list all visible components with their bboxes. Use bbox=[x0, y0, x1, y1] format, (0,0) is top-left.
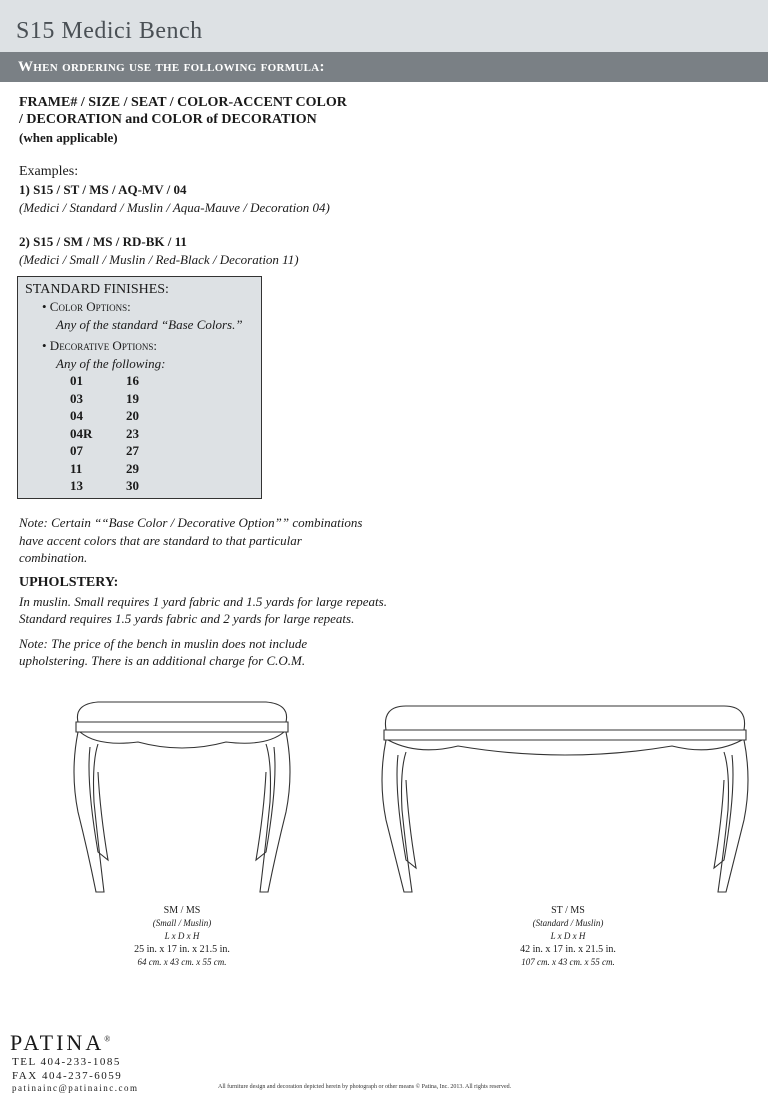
color-options-text: Any of the standard “Base Colors.” bbox=[56, 317, 243, 332]
formula-line-3: (when applicable) bbox=[19, 130, 118, 145]
decoration-code: 04 bbox=[70, 408, 83, 423]
fax: FAX 404-237-6059 bbox=[12, 1070, 123, 1082]
decoration-code: 16 bbox=[126, 373, 139, 388]
examples-label: Examples: bbox=[19, 164, 79, 179]
decoration-code: 13 bbox=[70, 478, 83, 493]
decoration-code: 23 bbox=[126, 425, 139, 441]
decoration-row bbox=[70, 426, 139, 444]
small-bench-drawing bbox=[68, 692, 296, 898]
decoration-code: 03 bbox=[70, 390, 83, 406]
product-code: ST / MS bbox=[551, 905, 585, 916]
decoration-code: 30 bbox=[126, 478, 139, 493]
example-2-code: 2) S15 / SM / MS / RD-BK / 11 bbox=[19, 234, 187, 249]
decoration-code: 11 bbox=[70, 460, 83, 476]
finishes-heading: STANDARD FINISHES: bbox=[25, 282, 169, 297]
decoration-row bbox=[70, 443, 139, 461]
title-bar bbox=[0, 0, 768, 52]
dims-label: L x D x H bbox=[164, 931, 200, 941]
standard-bench-drawing bbox=[378, 700, 752, 896]
decoration-list bbox=[70, 373, 139, 496]
decoration-code: 19 bbox=[126, 390, 139, 406]
decoration-row bbox=[70, 373, 139, 391]
dims-label: L x D x H bbox=[550, 931, 586, 941]
decorative-options-label: • Decorative Options: bbox=[42, 338, 157, 353]
example-1-desc: (Medici / Standard / Muslin / Aqua-Mauve / Decoration 04) bbox=[19, 200, 330, 215]
decorative-options-text: Any of the following: bbox=[56, 356, 166, 371]
note-1-line-2: have accent colors that are standard to that particular bbox=[19, 533, 302, 548]
decoration-code: 20 bbox=[126, 408, 139, 423]
note-1-line-1: Note: Certain ““Base Color / Decorative Option”” combinations bbox=[19, 515, 363, 530]
note-2-line-1: Note: The price of the bench in muslin does not include bbox=[19, 636, 308, 651]
product-desc: (Standard / Muslin) bbox=[532, 918, 604, 928]
dims-inches: 42 in. x 17 in. x 21.5 in. bbox=[520, 944, 616, 955]
example-2-desc: (Medici / Small / Muslin / Red-Black / Decoration 11) bbox=[19, 252, 299, 267]
page-title: S15 Medici Bench bbox=[16, 18, 203, 44]
decoration-code: 01 bbox=[70, 373, 83, 388]
decoration-code: 07 bbox=[70, 443, 83, 458]
decoration-row bbox=[70, 478, 139, 496]
formula-line-1: FRAME# / SIZE / SEAT / COLOR-ACCENT COLOR bbox=[19, 95, 347, 110]
formula-heading-bar bbox=[0, 52, 768, 82]
decoration-code: 04R bbox=[70, 425, 93, 441]
example-1-code: 1) S15 / ST / MS / AQ-MV / 04 bbox=[19, 182, 187, 197]
decoration-row bbox=[70, 461, 139, 479]
dims-cm: 64 cm. x 43 cm. x 55 cm. bbox=[137, 957, 227, 967]
standard-bench-caption bbox=[486, 904, 650, 969]
patina-logo: PATINA® bbox=[10, 1030, 111, 1055]
decoration-row bbox=[70, 408, 139, 426]
small-bench-caption bbox=[100, 904, 264, 969]
telephone: TEL 404-233-1085 bbox=[12, 1056, 121, 1068]
formula-line-2: / DECORATION and COLOR of DECORATION bbox=[19, 112, 317, 127]
upholstery-line-2: Standard requires 1.5 yards fabric and 2 yards for large repeats. bbox=[19, 611, 355, 626]
decoration-code: 27 bbox=[126, 443, 139, 458]
formula-heading: When ordering use the following formula: bbox=[18, 59, 325, 75]
upholstery-line-1: In muslin. Small requires 1 yard fabric and 1.5 yards for large repeats. bbox=[19, 594, 387, 609]
dims-inches: 25 in. x 17 in. x 21.5 in. bbox=[134, 944, 230, 955]
upholstery-heading: UPHOLSTERY: bbox=[19, 575, 119, 590]
note-1-line-3: combination. bbox=[19, 550, 88, 565]
decoration-row bbox=[70, 391, 139, 409]
product-code: SM / MS bbox=[163, 905, 201, 916]
color-options-label: • Color Options: bbox=[42, 299, 131, 314]
note-2-line-2: upholstering. There is an additional charge for C.O.M. bbox=[19, 653, 306, 668]
decoration-code: 29 bbox=[126, 460, 139, 476]
legal-notice: All furniture design and decoration depicted herein by photograph or other means © Patina, Inc. 2013. All rights reserved. bbox=[218, 1084, 512, 1090]
email: patinainc@patinainc.com bbox=[12, 1083, 139, 1093]
dims-cm: 107 cm. x 43 cm. x 55 cm. bbox=[521, 957, 615, 967]
product-desc: (Small / Muslin) bbox=[152, 918, 212, 928]
standard-finishes-box bbox=[17, 276, 262, 499]
